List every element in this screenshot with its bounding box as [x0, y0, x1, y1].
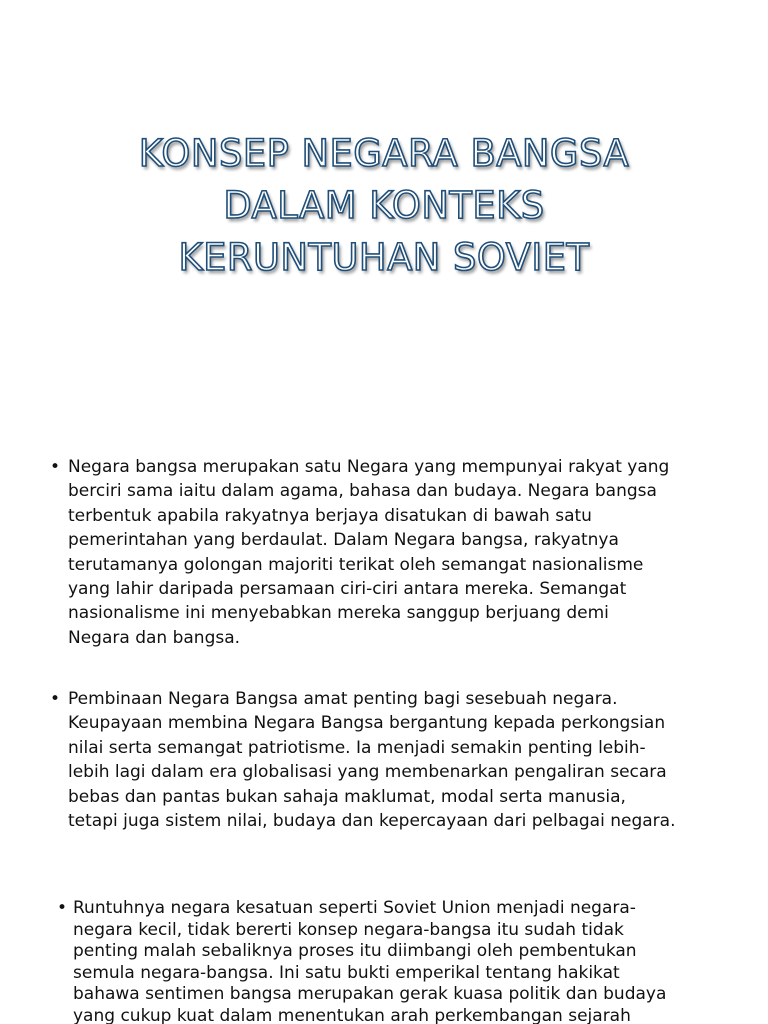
- bullet-line: nasionalisme ini menyebabkan mereka sanggup berjuang demi: [68, 603, 609, 624]
- title-line-1: KONSEP NEGARA BANGSA: [138, 132, 630, 175]
- bullet-line: berciri sama iaitu dalam agama, bahasa dan budaya. Negara bangsa: [68, 481, 657, 502]
- bullet-text: [68, 455, 669, 650]
- bullet-line: lebih lagi dalam era globalisasi yang membenarkan pengaliran secara: [68, 762, 667, 783]
- bullet-line: bebas dan pantas bukan sahaja maklumat, modal serta manusia,: [68, 786, 626, 807]
- bullet-marker: •: [50, 689, 61, 709]
- slide-title: [0, 128, 768, 284]
- bullet-text: [73, 898, 666, 1024]
- bullet-line: Runtuhnya negara kesatuan seperti Soviet Union menjadi negara-: [73, 898, 636, 918]
- bullet-line: Keupayaan membina Negara Bangsa bergantung kepada perkongsian: [68, 713, 666, 734]
- title-line-3: KERUNTUHAN SOVIET: [178, 236, 590, 279]
- bullet-line: penting malah sebaliknya proses itu diimbangi oleh pembentukan: [73, 941, 637, 962]
- bullet-line: yang cukup kuat dalam menentukan arah perkembangan sejarah: [73, 1005, 631, 1024]
- bullet-line: pemerintahan yang berdaulat. Dalam Negara bangsa, rakyatnya: [68, 530, 619, 551]
- bullet-line: nilai serta semangat patriotisme. Ia menjadi semakin penting lebih-: [68, 737, 646, 758]
- bullet-line: Negara dan bangsa.: [68, 627, 241, 648]
- bullet-line: yang lahir daripada persamaan ciri-ciri antara mereka. Semangat: [68, 579, 627, 600]
- bullet-line: terbentuk apabila rakyatnya berjaya disatukan di bawah satu: [68, 505, 592, 526]
- bullet-marker: •: [57, 898, 68, 918]
- bullet-line: terutamanya golongan majoriti terikat oleh semangat nasionalisme: [68, 554, 644, 575]
- bullet-line: negara kecil, tidak bererti konsep negara-bangsa itu sudah tidak: [73, 919, 624, 940]
- bullet-line: semula negara-bangsa. Ini satu bukti emperikal tentang hakikat: [73, 962, 620, 983]
- bullet-line: bahawa sentimen bangsa merupakan gerak kuasa politik dan budaya: [73, 984, 667, 1005]
- bullet-text: [68, 687, 675, 833]
- title-line-2: DALAM KONTEKS: [223, 184, 545, 227]
- bullet-marker: •: [50, 457, 61, 477]
- bullet-line: Negara bangsa merupakan satu Negara yang mempunyai rakyat yang: [68, 457, 670, 477]
- bullet-line: Pembinaan Negara Bangsa amat penting bagi sesebuah negara.: [68, 689, 618, 709]
- bullet-line: tetapi juga sistem nilai, budaya dan kepercayaan dari pelbagai negara.: [68, 811, 676, 832]
